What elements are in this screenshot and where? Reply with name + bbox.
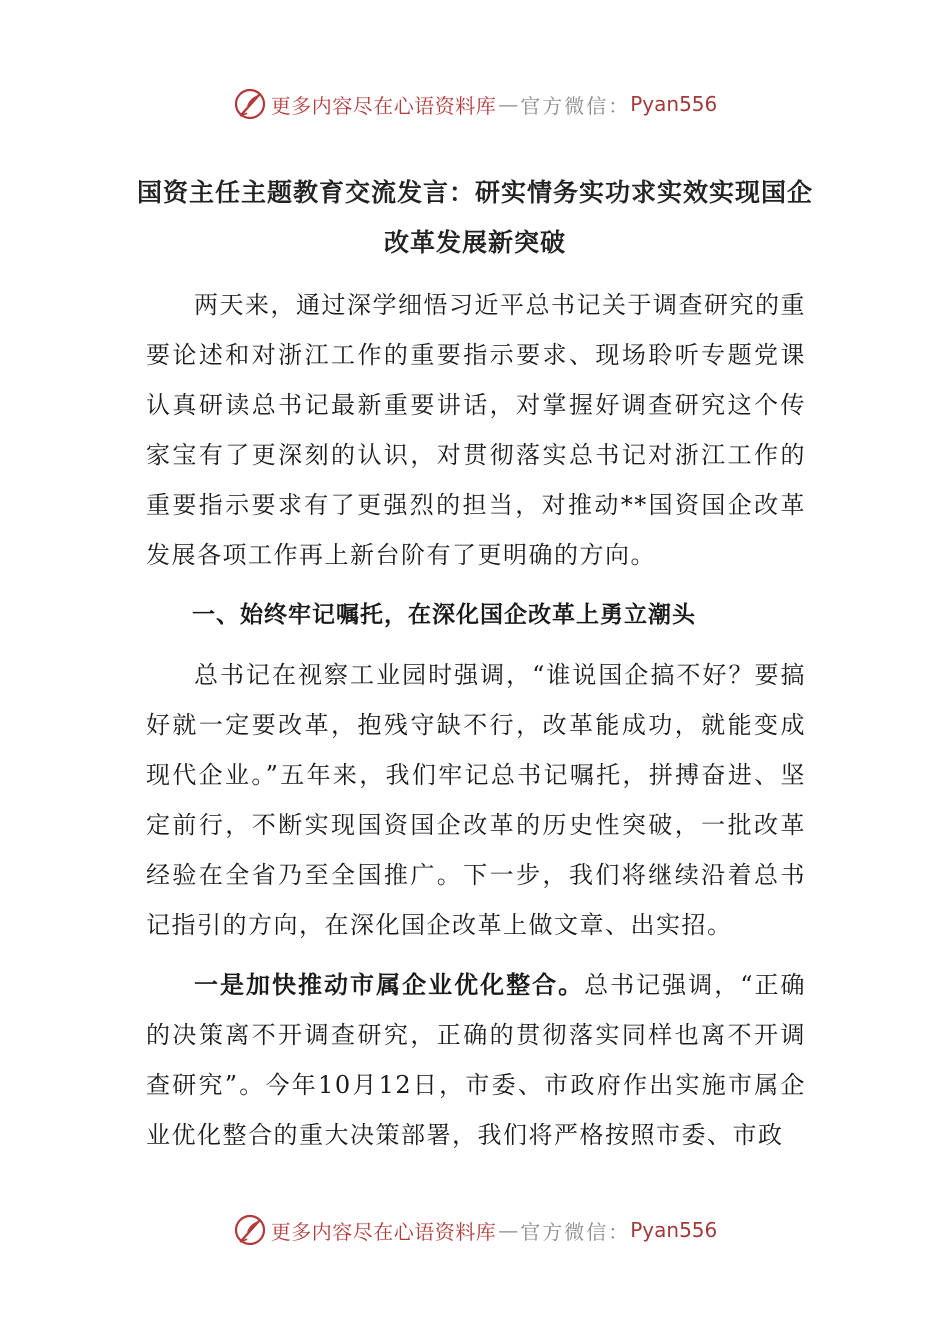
quill-pen-logo-icon: [233, 87, 267, 121]
document-title: 国资主任主题教育交流发言：研实情务实功求实效实现国企改革发展新突破: [136, 178, 813, 257]
point-body: 总书记强调，“正确的决策离不开调查研究，正确的贯彻落实同样也离不开调查研究”。今年10月12日，市委、市政府作出实施市属企业优化整合的重大决策部署，我们将严格按照市委、市政: [146, 971, 807, 1149]
document-body: [146, 280, 806, 1170]
watermark-footer: [0, 1210, 950, 1250]
watermark-label: 官方微信：: [520, 1219, 631, 1244]
watermark-site: 更多内容尽在心语资料库: [270, 1219, 497, 1244]
section-paragraph: 总书记在视察工业园时强调，“谁说国企搞不好？要搞好就一定要改革，抱残守缺不行，改革能成功，就能变成现代企业。”五年来，我们牢记总书记嘱托，拼搏奋进、坚定前行，不断实现国资国企改革的历史性突破，一批改革经验在全省乃至全国推广。下一步，我们将继续沿着总书记指引的方向，在深化国企改革上做文章、出实招。: [146, 661, 806, 939]
watermark-site: 更多内容尽在心语资料库: [270, 93, 497, 118]
quill-pen-logo-icon: [233, 1213, 267, 1247]
watermark-dash: —: [498, 92, 519, 116]
intro-paragraph: 两天来，通过深学细悟习近平总书记关于调查研究的重要论述和对浙江工作的重要指示要求、现场聆听专题党课认真研读总书记最新重要讲话，对掌握好调查研究这个传家宝有了更深刻的认识，对贯彻落实总书记对浙江工作的重要指示要求有了更强烈的担当，对推动**国资国企改革发展各项工作再上新台阶有了更明确的方向。: [146, 291, 806, 569]
watermark-handle: Pyan556: [630, 92, 718, 116]
point-lead: 一是加快推动市属企业优化整合。: [194, 971, 585, 999]
watermark-dash: —: [498, 1218, 519, 1242]
watermark-label: 官方微信：: [520, 93, 631, 118]
point-paragraph: [146, 960, 806, 1160]
watermark-header: [0, 84, 950, 124]
watermark-handle: Pyan556: [630, 1218, 718, 1242]
section-heading: 一、始终牢记嘱托，在深化国企改革上勇立潮头: [192, 602, 696, 628]
